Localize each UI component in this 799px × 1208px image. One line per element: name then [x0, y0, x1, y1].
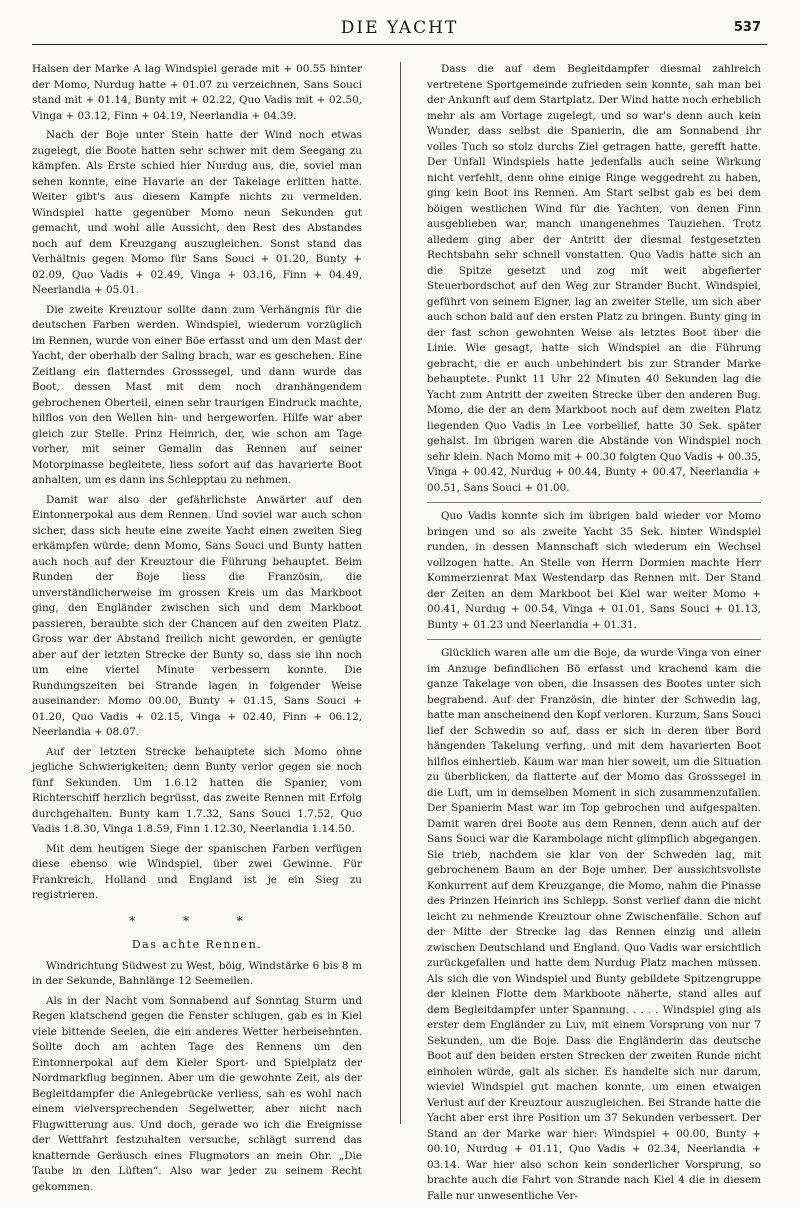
paragraph: Windrichtung Südwest zu West, böig, Windstärke 6 bis 8 m in der Sekunde, Bahnlänge 12 Seemeilen.	[32, 959, 362, 987]
paragraph: Mit dem heutigen Siege der spanischen Farben verfügen diese ebenso wie Windspiel, über zwei Gewinne. Für Frankreich, Holland und England ist je ein Sieg zu registrieren.	[32, 842, 362, 901]
paragraph: Halsen der Marke A lag Windspiel gerade mit + 00.55 hinter der Momo, Nurdug hatte + 01.07 zu verzeichnen, Sans Souci stand mit + 01.14, Bunty mit + 02.22, Quo Vadis mit + 02.50, Vinga + 03.12, Finn + 04.19, Neerlandia + 04.39.	[32, 63, 362, 122]
paragraph: Dass die auf dem Begleitdampfer diesmal zahlreich vertretene Sportgemeinde zufrieden sein konnte, sah man bei der Ankunft auf dem Startplatz. Der Wind hatte noch erheblich mehr als am Vortage zugelegt, und so war's denn auch kein Wunder, dass selbst die Spanierin, die am Sonnabend ihr volles Tuch so stolz durchs Ziel getragen hatte, gerefft hatte. Der Unfall Windspiels hatte jedenfalls auch seine Wirkung nicht verfehlt, denn ohne einige Ringe weggedreht zu haben, ging kein Boot ins Rennen. Am Start selbst gab es bei dem böigen westlichen Wind für die Yachten, von denen Finn ausgeblieben war, manch unangenehmes Tauziehen. Trotz alledem ging aber der Antritt der diesmal festgesetzten Rechtsbahn sehr schnell vonstatten. Quo Vadis hatte sich an die Spitze gesetzt und zog mit weit abgefierter Steuerbordschot auf den Weg zur Strander Bucht. Windspiel, geführt von seinem Eigner, lag an zweiter Stelle, um sich aber auch schon bald auf den ersten Platz zu bringen. Bunty ging in der fast schon gewohnten Weise als letztes Boot über die Linie. Wie gesagt, hatte sich Windspiel an die Führung gebracht, die er auch unbehindert bis zur Strander Marke behauptete. Punkt 11 Uhr 22 Minuten 40 Sekunden lag die Yacht zum Antritt der zweiten Strecke über den anderen Bug. Momo, die der an dem Markboot noch auf dem zweiten Platz liegenden Quo Vadis in Lee vorbeilief, hatte 30 Sek. später gehalst. Im übrigen waren die Abstände von Windspiel noch sehr klein. Nach Momo mit + 00.30 folgten Quo Vadis + 00.35, Vinga + 00.42, Nurdug + 00.44, Bunty + 00.47, Neerlandia + 00.51, Sans Souci + 01.00.	[427, 63, 761, 494]
paragraph: Quo Vadis konnte sich im übrigen bald wieder vor Momo bringen und so als zweite Yacht 35 Sek. hinter Windspiel runden, in dessen Mannschaft sich wiederum ein Wechsel vollzogen hatte. An Stelle von Herrn Dormien machte Herr Kommerzienrat Max Westendarp das Rennen mit. Der Stand der Zeiten an dem Markboot bei Kiel war weiter Momo + 00.41, Nurdug + 00.54, Vinga + 01.01, Sans Souci + 01.13, Bunty + 01.23 und Neerlandia + 01.31.	[427, 510, 761, 631]
paragraph: Auf der letzten Strecke behauptete sich Momo ohne jegliche Schwierigkeiten; denn Bunty verlor gegen sie noch fünf Sekunden. Um 1.6.12 hatten die Spanier, vom Richterschiff herzlich begrüsst, das zweite Rennen mit Erfolg durchgehalten. Bunty kam 1.7.32, Sans Souci 1.7.52, Quo Vadis 1.8.30, Vinga 1.8.59, Finn 1.12.30, Neerlandia 1.14.50.	[32, 745, 362, 835]
running-header	[32, 14, 767, 45]
left-column	[32, 62, 362, 1199]
paragraph: Als in der Nacht vom Sonnabend auf Sonntag Sturm und Regen klatschend gegen die Fenster schlugen, gab es in Kiel viele bittende Seelen, die ein anderes Wetter herbeisehnten. Sollte doch am achten Tage des Rennens um den Eintonnerpokal auf dem Kieler Sport- und Spielplatz der Nordmarkflug beginnen. Aber um die gewohnte Zeit, als der Begleitdampfer die Anlegebrücke verliess, sah es wohl nach einem vielversprechenden Segelwetter, aber nicht nach Flugwitterung aus. Und doch, gerade wo ich die Ereignisse der Wettfahrt festzuhalten versuche, schlägt surrend das knatternde Geräusch eines Flugmotors an mein Ohr. „Die Taube in den Lüften“. Also war jeder zu seinem Recht gekommen.	[32, 994, 362, 1193]
column-divider	[400, 62, 401, 1124]
section-heading: Das achte Rennen.	[131, 938, 263, 951]
page-number: 537	[733, 20, 761, 35]
right-column	[427, 62, 761, 1208]
section-separator: * * *	[129, 913, 265, 928]
paragraph: Damit war also der gefährlichste Anwärter auf den Eintonnerpokal aus dem Rennen. Und soviel war auch schon sicher, dass sich heute eine zweite Yacht einen zweiten Sieg erkämpfen würde; denn Momo, Sans Souci und Bunty hatten auch noch auf der Kreuztour die Führung behauptet. Beim Runden der Boje liess die Französin, die unverständlicherweise im grossen Kreis um das Markboot ging, den Engländer zwischen sich und dem Markboot passieren, beraubte sich der Chancen auf den zweiten Platz. Gross war der Abstand freilich nicht geworden, er genügte aber auf der letzten Strecke der Bunty so, dass sie ihn noch um eine viertel Minute verbessern konnte. Die Rundungszeiten bei Strande lagen in folgender Weise auseinander: Momo 00.00, Bunty + 01.15, Sans Souci + 01.20, Quo Vadis + 02.15, Vinga + 02.40, Finn + 06.12, Neerlandia + 08.07.	[32, 493, 362, 738]
paragraph: Glücklich waren alle um die Boje, da wurde Vinga von einer im Anzuge befindlichen Bö erfasst und krachend kam die ganze Takelage von oben, die Insassen des Bootes unter sich begrabend. Auf der Französin, die hinter der Schwedin lag, hatte man anscheinend den Kopf verloren. Kurzum, Sans Souci lief der Schwedin so auf, dass er sich in deren über Bord hängenden Takelung verfing, und mit dem havarierten Boot hilflos einhertieb. Kaum war man hier soweit, um die Situation zu überblicken, da flatterte auf der Momo das Grosssegel in die Luft, um in demselben Moment in sich zusammenzufallen. Der Spanierin Mast war im Top gebrochen und aufgespalten. Damit waren drei Boote aus dem Rennen, denn auch auf der Sans Souci war die Karambolage nicht glimpflich abgegangen. Sie trieb, nachdem sie klar von der Schweden lag, mit gebrochenem Baum an der Boje umher. Der aussichtsvollste Konkurrent auf dem Kreuzgange, die Momo, nahm die Pinasse des Prinzen Heinrich ins Schlepp. Sonst verlief dann die nicht leicht zu nehmende Kreuztour ohne Zwischenfälle. Schon auf der Mitte der Strecke lag das Rennen einzig und allein zwischen Deutschland und England. Quo Vadis war ersichtlich zurückgefallen und hatte dem Nurdug Platz machen müssen. Als sich die von Windspiel und Bunty gebildete Spitzengruppe der kleinen Flotte dem Markboote näherte, stand alles auf dem Begleitdampfer unter Spannung. . . . . Windspiel ging als erster dem Engländer zu Luv, mit einem Vorsprung von nur 7 Sekunden, um die Boje. Dass die Engländerin das deutsche Boot auf den beiden ersten Strecken der zweiten Runde nicht einholen würde, galt als sicher. Es handelte sich nur darum, wieviel Windspiel gut machen konnte, um einen etwaigen Verlust auf der Kreuztour auszugleichen. Bei Strande hatte die Yacht aber erst ihre Position um 37 Sekunden verbessert. Der Stand an der Marke war hier: Windspiel + 00.00, Bunty + 00.10, Nurdug + 01.11, Quo Vadis + 02.34, Neerlandia + 03.14. War hier also schon kein sonderlicher Vorsprung, so brachte auch die Fahrt von Strande nach Kiel 4 die in diesem Falle nur unwesentliche Ver-	[427, 647, 761, 1202]
paragraph: Die zweite Kreuztour sollte dann zum Verhängnis für die deutschen Farben werden. Windspiel, wiederum vorzüglich im Rennen, wurde von einer Böe erfasst und um den Mast der Yacht, der oberhalb der Saling brach, war es geschehen. Eine Zeitlang ein flatterndes Grosssegel, und dann wurde das Boot, dessen Mast mit dem noch dranhängendem gebrochenen Oberteil, einen sehr traurigen Eindruck machte, hilflos von den Wellen hin- und hergeworfen. Hilfe war aber gleich zur Stelle. Prinz Heinrich, der, wie schon am Tage vorher, mit seiner Gemalin das Rennen auf seiner Motorpinasse begleitete, liess sofort auf das havarierte Boot anhalten, um es dann ins Schlepptau zu nehmen.	[32, 303, 362, 486]
paragraph: Nach der Boje unter Stein hatte der Wind noch etwas zugelegt, die Boote hatten sehr schwer mit dem Seegang zu kämpfen. Als Erste schied hier Nurdug aus, die, soviel man sehen konnte, eine Havarie an der Takelage erlitten hatte. Weiter gibt's aus diesem Kampfe nichts zu vermelden. Windspiel hatte gegenüber Momo neun Sekunden gut gemacht, und wohl alle Aussicht, den Rest des Abstandes noch auf dem Kreuzgang auszugleichen. Sonst stand das Verhältnis gegen Momo für Sans Souci + 01.20, Bunty + 02.09, Quo Vadis + 02.49, Vinga + 03.16, Finn + 04.49, Neerlandia + 05.01.	[32, 129, 362, 296]
page-title: DIE YACHT	[340, 18, 459, 38]
rule-divider	[427, 639, 761, 640]
rule-divider	[427, 502, 761, 503]
